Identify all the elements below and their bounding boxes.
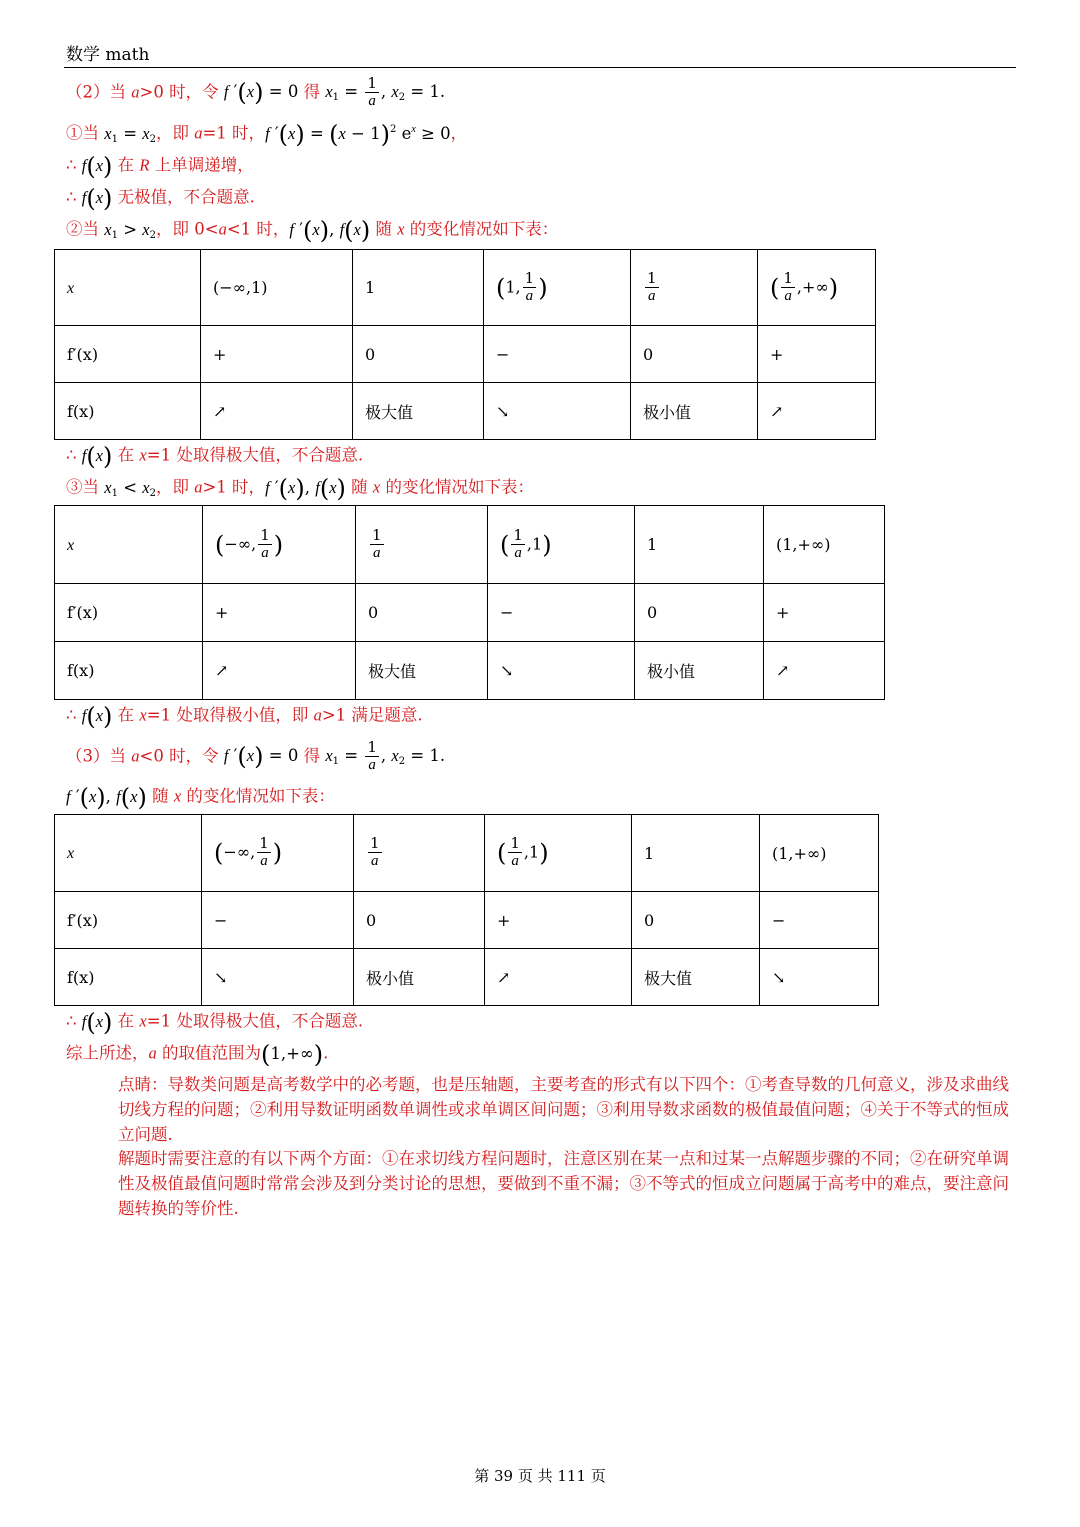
table-cell: + — [764, 584, 885, 642]
table-cell: x — [55, 250, 201, 326]
variation-table-2 — [54, 505, 885, 700]
table-cell: $\frac{1}{a}$ — [354, 815, 485, 892]
table-cell: (1, $\frac{1}{a}$ ) — [484, 250, 631, 326]
table-cell: 0 — [632, 892, 760, 949]
table-cell: ↗ — [764, 642, 885, 700]
table-cell: $\frac{1}{a}$ — [356, 506, 488, 584]
variation-table-3 — [54, 814, 879, 1006]
case3-table-intro: f ′(x), f(x) 随 x 的变化情况如下表： — [66, 783, 335, 811]
table-cell: 极大值 — [356, 642, 488, 700]
table-cell: (−∞, $\frac{1}{a}$ ) — [203, 506, 356, 584]
table-cell: 0 — [356, 584, 488, 642]
table-cell: − — [484, 326, 631, 383]
table-row — [55, 250, 876, 326]
table-cell: ( $\frac{1}{a}$ ,1) — [488, 506, 635, 584]
table-cell: 1 — [635, 506, 764, 584]
table-cell: 极小值 — [631, 383, 758, 440]
variation-table-1 — [54, 249, 876, 440]
table-cell: − — [202, 892, 354, 949]
table-row — [55, 949, 879, 1006]
table-row — [55, 584, 885, 642]
page-footer: 第 39 页 共 111 页 — [474, 1467, 606, 1485]
table-cell: ↘ — [484, 383, 631, 440]
table-cell: − — [488, 584, 635, 642]
table-cell: 0 — [635, 584, 764, 642]
table-cell: 1 — [353, 250, 484, 326]
case2-sub2-conclusion: ∴ f(x) 在 x=1 处取得极大值，不合题意. — [66, 442, 364, 470]
table-cell: + — [485, 892, 632, 949]
case2-sub1-monotone: ∴ f(x) 在 R 上单调递增， — [66, 152, 254, 180]
note-paragraph-1: 点睛：导数类问题是高考数学中的必考题，也是压轴题，主要考查的形式有以下四个：①考查导数的几何意义，涉及求曲线切线方程的问题；②利用导数证明函数单调性或求单调区间问题；③利用导数求函数的极值最值问题；④关于不等式的恒成立问题. — [118, 1075, 1009, 1144]
header-rule — [64, 67, 1016, 68]
case2-intro: （2）当 a>0 时，令 f ′(x) = 0 得 $x_1$ = $\frac{1}{a}$ , $x_2 = 1$. — [66, 74, 446, 109]
table-cell: ↘ — [488, 642, 635, 700]
case2-sub2: ②当 $x_1 > x_2$，即 0<a<1 时，f ′(x), f(x) 随 x 的变化情况如下表： — [66, 216, 559, 244]
case2-sub1-conclusion: ∴ f(x) 无极值，不合题意. — [66, 184, 255, 212]
table-cell: + — [201, 326, 353, 383]
page-header: 数学 math — [66, 45, 150, 65]
note-paragraph-2: 解题时需要注意的有以下两个方面：①在求切线方程问题时，注意区别在某一点和过某一点解题步骤的不同；②在研究单调性及极值最值问题时常常会涉及到分类讨论的思想，要做到不重不漏；③不等式的恒成立问题属于高考中的难点，要注意问题转换的等价性. — [118, 1149, 1009, 1218]
table-cell: ↗ — [203, 642, 356, 700]
table-row — [55, 892, 879, 949]
table-cell: f′(x) — [55, 892, 202, 949]
table-cell: − — [760, 892, 879, 949]
final-conclusion: 综上所述，a 的取值范围为(1,+∞). — [66, 1040, 329, 1068]
case3-conclusion: ∴ f(x) 在 x=1 处取得极大值，不合题意. — [66, 1008, 364, 1036]
table-cell: ↘ — [202, 949, 354, 1006]
case2-sub3-conclusion: ∴ f(x) 在 x=1 处取得极小值，即 a>1 满足题意. — [66, 702, 423, 730]
table-cell: 0 — [353, 326, 484, 383]
case3-intro: （3）当 a<0 时，令 f ′(x) = 0 得 $x_1$ = $\frac{1}{a}$ , $x_2 = 1$. — [66, 738, 446, 773]
table-cell: 0 — [354, 892, 485, 949]
table-row — [55, 383, 876, 440]
table-cell: 极小值 — [635, 642, 764, 700]
table-cell: 极大值 — [353, 383, 484, 440]
table-row — [55, 815, 879, 892]
case2-sub3: ③当 $x_1 < x_2$，即 a>1 时，f ′(x), f(x) 随 x 的变化情况如下表： — [66, 474, 534, 502]
table-cell: ( $\frac{1}{a}$ ,+∞) — [758, 250, 876, 326]
table-cell: x — [55, 506, 203, 584]
table-cell: f(x) — [55, 642, 203, 700]
table-cell: ↗ — [485, 949, 632, 1006]
table-cell: ↘ — [760, 949, 879, 1006]
table-cell: 1 — [632, 815, 760, 892]
table-cell: (1,+∞) — [764, 506, 885, 584]
table-cell: f′(x) — [55, 584, 203, 642]
table-cell: 极小值 — [354, 949, 485, 1006]
table-cell: ↗ — [201, 383, 353, 440]
table-cell: + — [203, 584, 356, 642]
table-cell: x — [55, 815, 202, 892]
table-cell: (−∞, $\frac{1}{a}$ ) — [202, 815, 354, 892]
table-cell: 0 — [631, 326, 758, 383]
case2-sub1: ①当 $x_1 = x_2$，即 a=1 时，f $'(x) = (x - 1)^2$ $e^x \ge 0$， — [66, 120, 468, 148]
table-cell: (−∞,1) — [201, 250, 353, 326]
table-cell: f(x) — [55, 949, 202, 1006]
table-cell: f′(x) — [55, 326, 201, 383]
table-cell: $\frac{1}{a}$ — [631, 250, 758, 326]
table-cell: ( $\frac{1}{a}$ ,1) — [485, 815, 632, 892]
table-cell: (1,+∞) — [760, 815, 879, 892]
table-row — [55, 326, 876, 383]
table-row — [55, 506, 885, 584]
table-cell: ↗ — [758, 383, 876, 440]
table-row — [55, 642, 885, 700]
table-cell: 极大值 — [632, 949, 760, 1006]
table-cell: + — [758, 326, 876, 383]
table-cell: f(x) — [55, 383, 201, 440]
